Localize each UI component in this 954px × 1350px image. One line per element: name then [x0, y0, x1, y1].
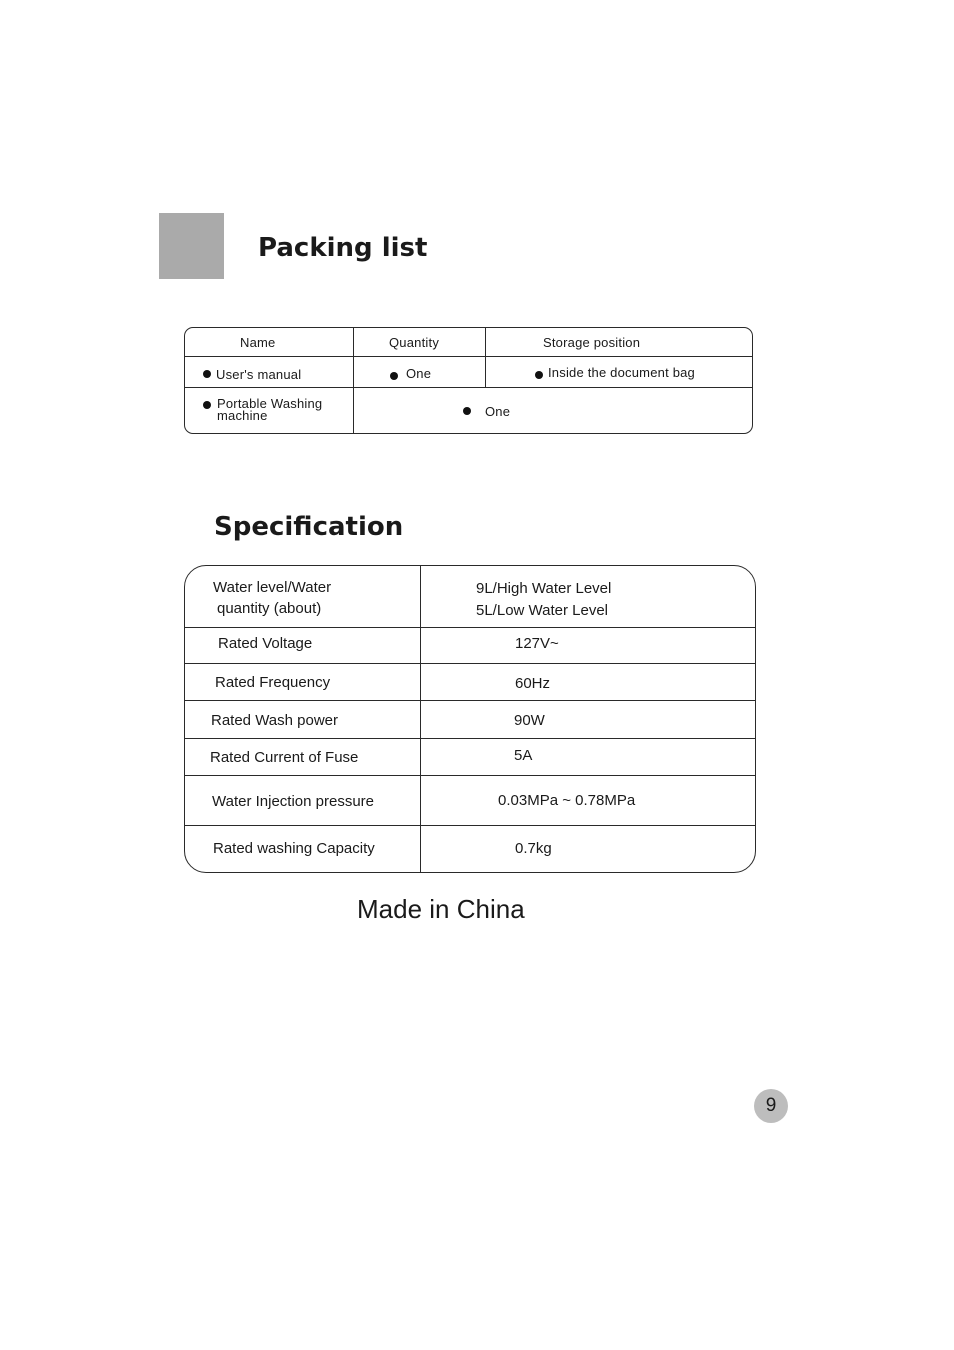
- spec-label: Rated Current of Fuse: [210, 749, 359, 766]
- row-divider: [185, 627, 755, 628]
- header-storage-position: Storage position: [543, 335, 641, 350]
- row-divider: [185, 387, 752, 388]
- made-in-china: Made in China: [357, 894, 525, 924]
- spec-value: 9L/High Water Level 5L/Low Water Level: [476, 580, 612, 619]
- header-quantity: Quantity: [389, 335, 440, 350]
- row-divider: [185, 700, 755, 701]
- spec-value: 60Hz: [515, 675, 551, 692]
- spec-value: 0.7kg: [515, 840, 552, 857]
- row-divider: [185, 356, 752, 357]
- bullet-icon: [463, 407, 471, 415]
- item-storage: Inside the document bag: [548, 365, 695, 380]
- spec-label: Rated Wash power: [211, 712, 339, 729]
- bullet-icon: [535, 371, 543, 379]
- column-divider: [353, 328, 354, 433]
- page-number: 9: [754, 1089, 788, 1123]
- packing-list-title: Packing list: [258, 233, 428, 263]
- row-divider: [185, 775, 755, 776]
- item-quantity: One: [406, 366, 432, 381]
- item-quantity: One: [485, 404, 511, 419]
- item-name: Portable Washing machine: [217, 396, 323, 423]
- spec-label: Water Injection pressure: [212, 793, 375, 810]
- specification-title: Specification: [214, 512, 404, 542]
- bullet-icon: [203, 370, 211, 378]
- spec-label: Rated Frequency: [215, 674, 331, 691]
- spec-value: 127V~: [515, 635, 559, 652]
- spec-label: Rated Voltage: [218, 635, 313, 652]
- bullet-icon: [203, 401, 211, 409]
- item-name: User's manual: [216, 367, 302, 382]
- spec-value: 90W: [514, 712, 545, 729]
- column-divider: [485, 328, 486, 387]
- specification-table: [184, 565, 756, 873]
- spec-value: 5A: [514, 747, 533, 764]
- row-divider: [185, 825, 755, 826]
- header-name: Name: [240, 335, 276, 350]
- column-divider: [420, 566, 421, 872]
- packing-list-table: [184, 327, 753, 434]
- spec-label: Water level/Water quantity (about): [213, 579, 332, 617]
- row-divider: [185, 663, 755, 664]
- spec-label: Rated washing Capacity: [213, 840, 375, 857]
- section-marker: [159, 213, 224, 279]
- spec-value: 0.03MPa ~ 0.78MPa: [498, 792, 636, 809]
- row-divider: [185, 738, 755, 739]
- bullet-icon: [390, 372, 398, 380]
